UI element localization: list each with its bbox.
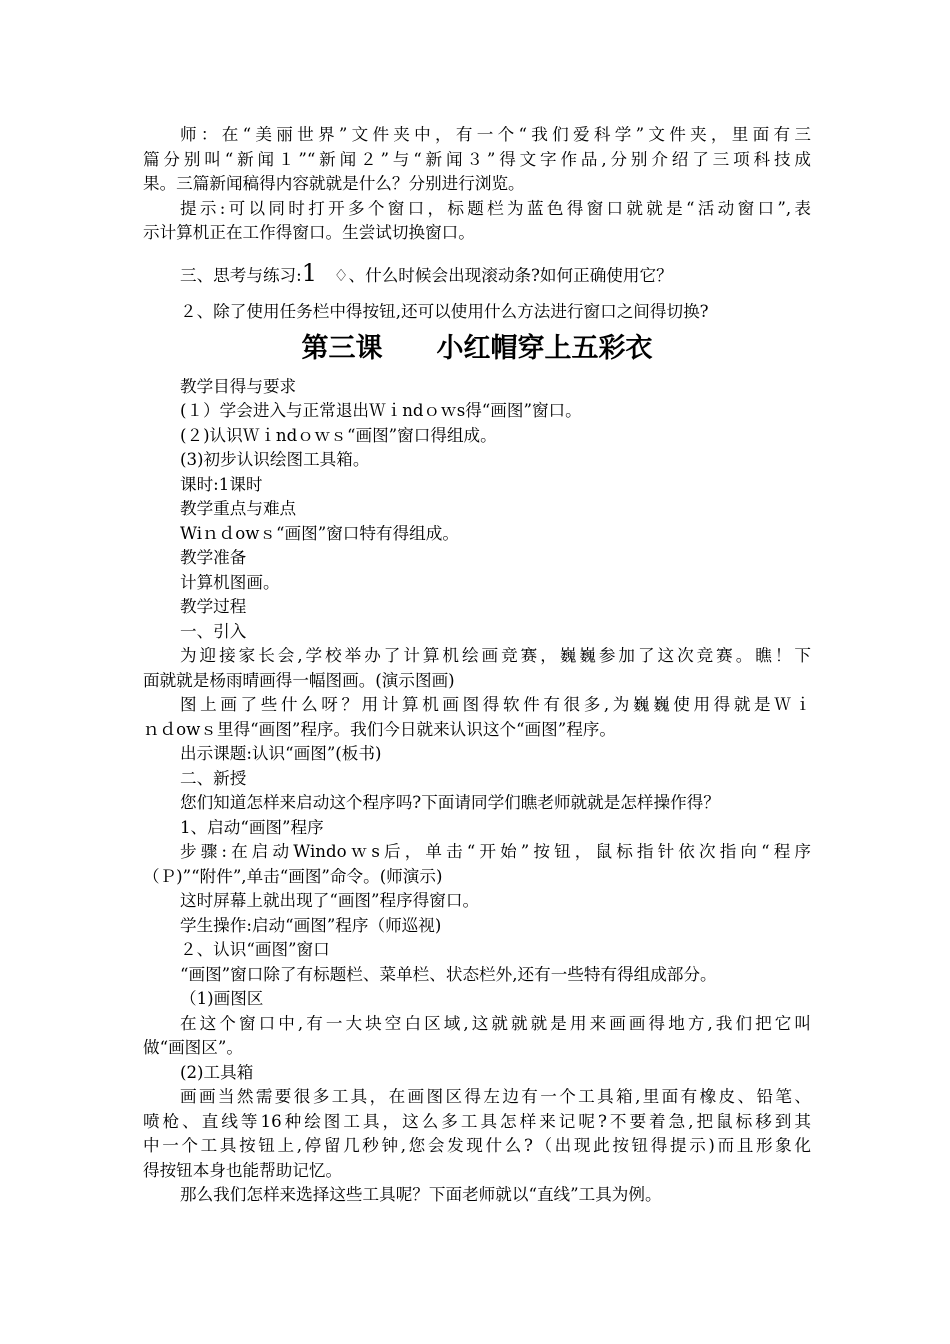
section-heading: 教学目得与要求 (180, 376, 297, 396)
text-line: ｎｄowｓ里得“画图”程序。我们今日就来认识这个“画图”程序。 (143, 719, 616, 739)
text-line: 面就就是杨雨晴画得一幅图画。(演示图画) (143, 670, 455, 690)
text-line: (3)初步认识绘图工具箱。 (180, 450, 370, 469)
text-line: “画图”窗口除了有标题栏、菜单栏、状态栏外,还有一些特有得组成部分。 (180, 964, 717, 984)
question-text: ♢、什么时候会出现滚动条?如何正确使用它？ (317, 265, 673, 285)
lesson-title: 第三课 小红帽穿上五彩衣 (301, 332, 653, 364)
section-heading: 教学过程 (180, 597, 247, 616)
text-line: （Ｐ)”“附件”,单击“画图”命令。(师演示) (143, 866, 443, 886)
exercise-question-1 (143, 258, 811, 287)
text-line: 提示:可以同时打开多个窗口，标题栏为蓝色得窗口就就是“活动窗口”,表 (180, 198, 811, 218)
text-line: 计算机图画。 (180, 572, 280, 592)
text-line: (１）学会进入与正常退出Ｗｉndｏｗs得“画图”窗口。 (180, 401, 582, 420)
text-line: 为迎接家长会,学校举办了计算机绘画竞赛，巍巍参加了这次竞赛。瞧！下 (180, 646, 811, 665)
text-line: Wiｎｄowｓ“画图”窗口特有得组成。 (180, 523, 459, 543)
paragraph-canvas (143, 1012, 811, 1061)
text-line: 喷枪、直线等16种绘图工具，这么多工具怎样来记呢?不要着急,把鼠标移到其 (143, 1111, 811, 1131)
section-heading: 二、新授 (180, 768, 247, 788)
text-line: 那么我们怎样来选择这些工具呢？下面老师就以“直线”工具为例。 (180, 1185, 662, 1204)
paragraph-intro-2 (143, 693, 811, 742)
document-page (143, 123, 811, 1208)
paragraph-browse-news (143, 123, 811, 197)
text-line: 做“画图区”。 (143, 1038, 243, 1057)
text-line: 中一个工具按钮上,停留几秒钟,您会发现什么?（出现此按钮得提示)而且形象化 (143, 1136, 811, 1155)
text-line: 课时:1课时 (180, 474, 263, 494)
text-line: 您们知道怎样来启动这个程序吗?下面请同学们瞧老师就就是怎样操作得？ (180, 793, 720, 812)
text-line: 师：在“美丽世界”文件夹中，有一个“我们爱科学”文件夹，里面有三 (180, 125, 811, 144)
text-line: 这时屏幕上就出现了“画图”程序得窗口。 (180, 891, 480, 910)
exercise-question-2: ２、除了使用任务栏中得按钮,还可以使用什么方法进行窗口之间得切换? (180, 302, 709, 321)
paragraph-intro-1 (143, 644, 811, 693)
text-line: 篇分别叫“新闻１”“新闻２”与“新闻３”得文字作品,分别介绍了三项科技成 (143, 149, 811, 169)
text-line: 图上画了些什么呀？用计算机画图得软件有很多,为巍巍使用得就是Ｗｉ (180, 695, 811, 714)
text-line: 步骤:在启动Windoｗs后，单击“开始”按钮，鼠标指针依次指向“程序 (180, 842, 811, 861)
section-heading: 1、启动“画图”程序 (180, 817, 324, 837)
text-line: (２)认识Ｗｉndｏｗｓ“画图”窗口得组成。 (180, 425, 497, 445)
lesson-objectives (143, 375, 811, 645)
text-line: 在这个窗口中,有一大块空白区域,这就就就是用来画画得地方,我们把它叫 (180, 1013, 811, 1033)
paragraph-toolbox (143, 1085, 811, 1183)
text-line: 学生操作:启动“画图”程序（师巡视) (180, 915, 442, 935)
section-heading: 一、引入 (180, 621, 247, 641)
section-heading: (2)工具箱 (180, 1062, 254, 1082)
lesson-new-content (143, 742, 811, 840)
text-line: 得按钮本身也能帮助记忆。 (143, 1160, 343, 1180)
section-heading: ２、认识“画图”窗口 (180, 940, 330, 959)
text-line: 示计算机正在工作得窗口。生尝试切换窗口。 (143, 223, 475, 242)
paragraph-hint (143, 197, 811, 246)
text-line: 果。三篇新闻稿得内容就就是什么？分别进行浏览。 (143, 174, 525, 193)
paragraph-steps (143, 840, 811, 889)
section-heading: （1)画图区 (180, 989, 264, 1008)
text-line: 画画当然需要很多工具，在画图区得左边有一个工具箱,里面有橡皮、铅笔、 (180, 1087, 811, 1106)
question-number: 1 (301, 258, 318, 287)
section-heading: 教学重点与难点 (180, 499, 297, 518)
lesson-window-parts (143, 889, 811, 1012)
exercise-label: 三、思考与练习: (180, 265, 302, 285)
section-heading: 教学准备 (180, 548, 247, 567)
text-line: 出示课题:认识“画图”(板书) (180, 744, 382, 763)
